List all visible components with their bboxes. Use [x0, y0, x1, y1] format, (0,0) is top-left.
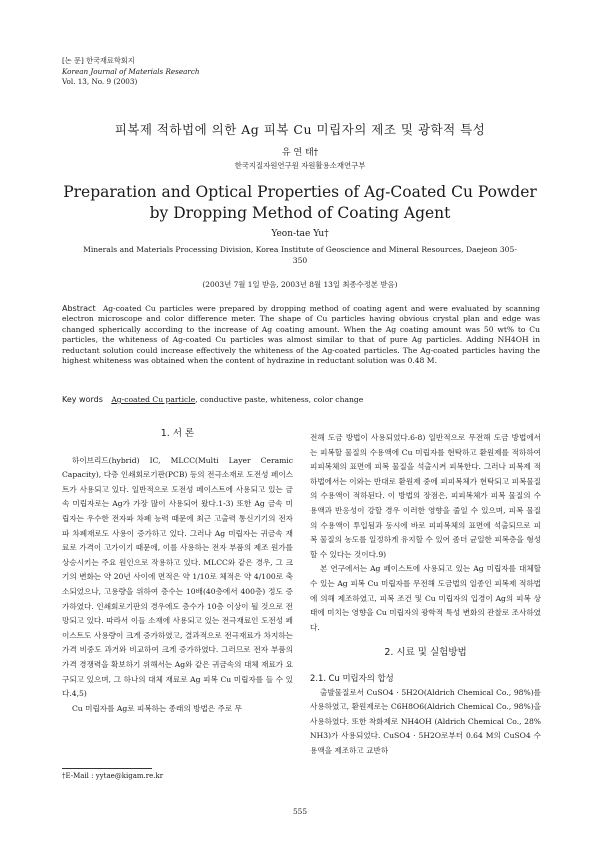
methods-paragraph: 출발물질로서 CuSO4 · 5H2O(Aldrich Chemical Co., 98%)를 사용하였고, 환원제로는 C6H8O6(Aldrich Chemical Co., 98%)을 사용하였다. 또한 착화제로 NH4OH (Aldrich Chemical Co., 28% NH3)가 사용되었다. CuSO4 · 5H2O로부터 0.64 M의 CuSO4 수용액을 제조하고 교반하 [310, 687, 541, 755]
keyword-first: Ag-coated Cu particle [111, 395, 196, 404]
section-heading-methods: 2. 시료 및 실험방법 [384, 647, 467, 659]
intro-paragraph-2: Cu 미립자를 Ag로 피복하는 종래의 방법은 주로 무 [72, 703, 242, 713]
title-korean: 피복제 적하법에 의한 Ag 피복 Cu 미립자의 제조 및 광학적 특성 [114, 122, 486, 137]
footnote-email: †E-Mail : yytae@kigam.re.kr [62, 772, 164, 780]
page-number: 555 [292, 807, 308, 816]
right-column [310, 431, 541, 758]
abstract-text: Ag-coated Cu particles were prepared by dropping method of coating agent and were evaluated by scanning electron microscope and color difference meter. The shape of Cu particles having obvious crystal plan and edge was changed spherically according to the increase of Ag coating amount. When the Ag coating amount was 50 wt% to Cu particles, the whiteness of Ag-coated Cu particles was almost similar to that of pure Ag particles. Adding NH4OH in reductant solution could increase effectively the whiteness of the Ag-coated particles. The Ag-coated particles having the highest whiteness was obtained when the content of hydrazine in reductant solution was 0.48 M. [62, 304, 541, 366]
footnote-rule [62, 768, 152, 769]
abstract [62, 304, 540, 366]
right-paragraph-1: 전해 도금 방법이 사용되었다.6-8) 일반적으로 무전해 도금 방법에서는 피복할 물질의 수용액에 Cu 미립자를 현탁하고 환원제를 적하하여 피피복체의 표면에 피복 물질을 석출시켜 피복한다. 그러나 피복제 적하법에서는 이와는 반대로 환원제 중에 피피복체가 현탁되고 피복물질의 수용액이 적하된다. 이 방법의 장점은, 피피복체가 피복 물질의 수용액과 반응성이 강할 경우 이러한 영향을 줄일 수 있으며, 피복 물질의 수용액이 투입됨과 동시에 바로 피피복체의 표면에 석출되므로 피복 물질의 농도를 일정하게 유지할 수 있어 좀더 균일한 피복층을 형성할 수 있다는 것이다.9) [310, 433, 541, 559]
keywords-rest: , conductive paste, whiteness, color change [195, 395, 364, 404]
journal-kr: [논 문] 한국재료학회지 [62, 56, 135, 65]
abstract-label: Abstract [62, 304, 96, 313]
journal-header [62, 56, 200, 88]
affiliation-korean: 한국지질자원연구원 자원활용소재연구부 [234, 161, 366, 170]
keywords [62, 395, 540, 404]
section-heading-intro: 1. 서 론 [160, 428, 195, 439]
title-english: Preparation and Optical Properties of Ag-Coated Cu Powder by Dropping Method of Coating Agent [63, 183, 537, 222]
author-english: Yeon-tae Yu† [271, 229, 329, 239]
right-paragraph-2: 본 연구에서는 Ag 페이스트에 사용되고 있는 Ag 미립자를 대체할 수 있는 Ag 피복 Cu 미립자를 무전해 도금법의 일종인 피복제 적하법에 의해 제조하였고, 피복 조건 및 Cu 미립자의 입경이 Ag의 피복 상태에 미치는 영향을 Cu 미립자의 광학적 특성 변화의 관찰로 조사하였다. [310, 564, 541, 632]
left-column [62, 428, 293, 716]
intro-paragraph-1: 하이브리드(hybrid) IC, MLCC(Multi Layer Ceramic Capacity), 다층 인쇄회로기판(PCB) 등의 전극소재로 도전성 페이스트가 사용되고 있다. 일반적으로 도전성 페이스트에 사용되고 있는 금속 미립자로는 Ag가 가장 많이 사용되어 왔다.1-3) 또한 Ag 금속 미립자는 우수한 전자파 차폐 능력 때문에 최근 고출력 통신기기의 전자파 차폐재로도 사용이 증가하고 있다. 그러나 Ag 미립자는 귀금속 재료로 가격이 고가이기 때문에, 이를 사용하는 전자 부품의 제조 원가를 상승시키는 주요 원인으로 작용하고 있다. MLCC와 같은 경우, 그 크기의 변화는 약 20년 사이에 면적은 약 1/10로 체적은 약 4/100로 축소되었으나, 고용량을 위하여 층수는 10배(40층에서 400층) 정도 증가하였다. 인쇄회로기판의 경우에도 층수가 10층 이상이 될 것으로 전망되고 있다. 따라서 이들 소재에 사용되고 있는 전극재료인 도전성 페이스트도 사용량이 크게 증가하였고, 결과적으로 전극재료가 차지하는 가격 비중도 과거와 비교하여 크게 증가하였다. 그러므로 전자 부품의 가격 경쟁력을 확보하기 위해서는 Ag와 같은 귀금속의 대체 재료가 요구되고 있으며, 그 하나의 대체 재료로 Ag 피복 Cu 미립자를 들 수 있다.4,5) [62, 455, 293, 699]
subsection-heading: 2.1. Cu 미립자의 합성 [310, 672, 394, 683]
affiliation-english: Minerals and Materials Processing Division, Korea Institute of Geoscience and Mineral Resources, Daejeon 305-350 [83, 245, 517, 265]
received-dates: (2003년 7월 1일 받음, 2003년 8월 13일 최종수정본 받음) [202, 280, 398, 289]
journal-volume: Vol. 13, No. 9 (2003) [62, 77, 138, 86]
keywords-label: Key words [62, 395, 103, 404]
journal-en: Korean Journal of Materials Research [62, 66, 200, 76]
author-korean: 유 연 태† [281, 148, 319, 158]
